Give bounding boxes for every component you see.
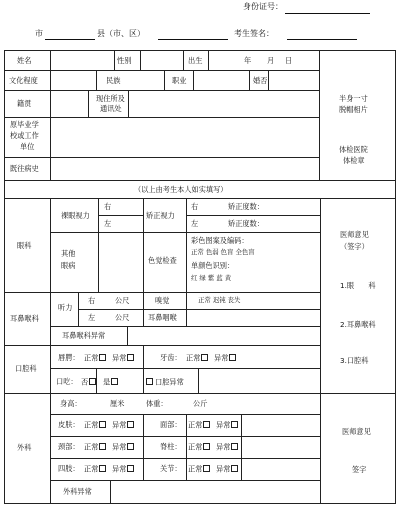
county-label: 县（市、区） xyxy=(97,29,145,38)
teeth-abnormal-checkbox[interactable] xyxy=(229,354,236,361)
limbs-abnormal-option[interactable]: 异常 xyxy=(112,465,134,473)
face-label: 面部： xyxy=(160,420,182,429)
skin-normal-checkbox[interactable] xyxy=(99,421,106,428)
weight-unit: 公斤 xyxy=(193,399,208,408)
limbs-normal-checkbox[interactable] xyxy=(99,465,106,472)
oral-abnormal-checkbox[interactable] xyxy=(146,378,153,385)
face-abnormal-option[interactable]: 异常 xyxy=(216,421,238,429)
stutter-no-checkbox[interactable] xyxy=(89,378,96,385)
limbs-normal-option[interactable]: 正常 xyxy=(84,465,106,473)
lips-normal-option[interactable]: 正常 xyxy=(84,354,106,362)
opinion-item-ent: 2.耳鼻喉科 xyxy=(340,320,376,329)
smell-options[interactable]: 正常 迟钝 丧失 xyxy=(198,296,241,304)
education-label: 文化程度 xyxy=(9,76,38,85)
corrected-left-degree-label: 矫正度数： xyxy=(228,219,264,228)
stutter-no-option[interactable]: 否 xyxy=(81,378,96,386)
self-fill-note: （以上由考生本人如实填写） xyxy=(134,185,228,194)
name-label: 姓名 xyxy=(17,56,32,65)
school-label: 原毕业学 xyxy=(10,120,39,129)
hearing-right-label: 右 xyxy=(88,296,96,305)
single-color-label: 单颜色识别： xyxy=(191,261,235,270)
school-label-3: 单位 xyxy=(20,142,35,151)
joints-abnormal-option[interactable]: 异常 xyxy=(216,465,238,473)
id-number-label: 身份证号： xyxy=(243,2,283,11)
corrected-right-label: 右 xyxy=(191,202,199,211)
marital-label: 婚否 xyxy=(253,76,268,85)
corrected-vision-label: 矫正视力 xyxy=(146,211,175,220)
naked-left-label: 左 xyxy=(104,219,112,228)
joints-abnormal-checkbox[interactable] xyxy=(231,465,238,472)
skin-abnormal-checkbox[interactable] xyxy=(127,421,134,428)
spine-label: 脊柱： xyxy=(160,442,182,451)
neck-label: 颈部： xyxy=(58,442,80,451)
birth-label: 出生 xyxy=(188,56,203,65)
face-abnormal-checkbox[interactable] xyxy=(231,421,238,428)
hearing-label: 听力 xyxy=(58,303,73,312)
neck-normal-checkbox[interactable] xyxy=(99,443,106,450)
ent-section-label: 耳鼻喉科 xyxy=(10,314,39,323)
school-label-2: 校或工作 xyxy=(10,131,39,140)
limbs-abnormal-checkbox[interactable] xyxy=(127,465,134,472)
photo-label-2: 脱帽相片 xyxy=(339,105,368,114)
stamp-label-2: 体检章 xyxy=(343,156,365,165)
birth-month-label: 月 xyxy=(267,56,275,65)
id-number-field[interactable] xyxy=(285,13,370,14)
lips-palate-label: 唇腭： xyxy=(58,353,80,362)
single-color-options[interactable]: 红 绿 紫 蓝 黄 xyxy=(191,274,232,282)
smell-label: 嗅觉 xyxy=(155,296,170,305)
hearing-left-label: 左 xyxy=(88,313,96,322)
spine-abnormal-checkbox[interactable] xyxy=(231,443,238,450)
gender-label: 性别 xyxy=(117,56,132,65)
neck-normal-option[interactable]: 正常 xyxy=(84,443,106,451)
surgery-doctor-sign-label: 签字 xyxy=(352,465,367,474)
ethnicity-label: 民族 xyxy=(106,76,121,85)
naked-vision-label: 裸眼视力 xyxy=(61,211,90,220)
skin-abnormal-option[interactable]: 异常 xyxy=(112,421,134,429)
corrected-left-label: 左 xyxy=(191,219,199,228)
native-place-label: 籍贯 xyxy=(17,99,32,108)
address-label-2: 通讯处 xyxy=(100,104,122,113)
hearing-left-unit: 公尺 xyxy=(115,313,130,322)
color-pattern-label: 彩色图案及编码： xyxy=(191,236,249,245)
skin-normal-option[interactable]: 正常 xyxy=(84,421,106,429)
oral-abnormal-option[interactable]: 口腔异常 xyxy=(146,378,184,386)
city-field[interactable] xyxy=(45,39,95,40)
surgery-abnormal-label: 外科异常 xyxy=(63,487,92,496)
doctor-opinion-label: 医师意见 xyxy=(340,230,369,239)
teeth-normal-option[interactable]: 正常 xyxy=(186,354,208,362)
stutter-yes-checkbox[interactable] xyxy=(111,378,118,385)
face-normal-checkbox[interactable] xyxy=(203,421,210,428)
sign-field[interactable] xyxy=(287,39,357,40)
oral-section-label: 口腔科 xyxy=(15,364,37,373)
limbs-label: 四肢： xyxy=(58,464,80,473)
photo-label: 半身一寸 xyxy=(339,94,368,103)
teeth-abnormal-option[interactable]: 异常 xyxy=(214,354,236,362)
stutter-yes-option[interactable]: 是 xyxy=(103,378,118,386)
surgery-doctor-opinion-label: 医师意见 xyxy=(342,427,371,436)
opinion-item-oral: 3.口腔科 xyxy=(340,356,369,365)
corrected-right-degree-label: 矫正度数： xyxy=(228,202,264,211)
hearing-right-unit: 公尺 xyxy=(115,296,130,305)
lips-normal-checkbox[interactable] xyxy=(99,354,106,361)
spine-normal-option[interactable]: 正常 xyxy=(188,443,210,451)
doctor-sign-label: （签字） xyxy=(340,242,369,251)
neck-abnormal-option[interactable]: 异常 xyxy=(112,443,134,451)
sign-label: 考生签名： xyxy=(234,29,274,38)
color-check-label: 色觉检查 xyxy=(148,256,177,265)
county-field[interactable] xyxy=(158,39,228,40)
height-label: 身高： xyxy=(60,399,82,408)
height-unit: 厘米 xyxy=(110,399,125,408)
birth-day-label: 日 xyxy=(285,56,293,65)
spine-abnormal-option[interactable]: 异常 xyxy=(216,443,238,451)
nose-throat-label: 耳鼻咽喉 xyxy=(148,313,177,322)
medical-history-label: 既往病史 xyxy=(10,164,39,173)
face-normal-option[interactable]: 正常 xyxy=(188,421,210,429)
other-eye-disease-label: 其他 xyxy=(61,249,76,258)
lips-abnormal-option[interactable]: 异常 xyxy=(112,354,134,362)
birth-year-label: 年 xyxy=(244,56,252,65)
city-label: 市 xyxy=(35,29,43,38)
joints-label: 关节： xyxy=(160,464,182,473)
joints-normal-option[interactable]: 正常 xyxy=(188,465,210,473)
neck-abnormal-checkbox[interactable] xyxy=(127,443,134,450)
lips-abnormal-checkbox[interactable] xyxy=(127,354,134,361)
naked-right-label: 右 xyxy=(104,202,112,211)
stutter-label: 口吃： xyxy=(56,377,78,386)
skin-label: 皮肤： xyxy=(58,420,80,429)
surgery-section-label: 外科 xyxy=(17,443,32,452)
color-pattern-options[interactable]: 正常 色弱 色盲 全色盲 xyxy=(191,248,255,256)
teeth-normal-checkbox[interactable] xyxy=(201,354,208,361)
other-eye-disease-label-2: 眼病 xyxy=(61,261,76,270)
address-label: 现住所及 xyxy=(96,94,125,103)
eye-section-label: 眼科 xyxy=(17,241,32,250)
teeth-label: 牙齿： xyxy=(160,353,182,362)
stamp-label: 体检医院 xyxy=(339,145,368,154)
weight-label: 体重： xyxy=(146,399,168,408)
joints-normal-checkbox[interactable] xyxy=(203,465,210,472)
ent-abnormal-label: 耳鼻喉科异常 xyxy=(62,331,106,340)
opinion-item-eye: 1.眼 科 xyxy=(340,281,376,290)
occupation-label: 职业 xyxy=(172,76,187,85)
spine-normal-checkbox[interactable] xyxy=(203,443,210,450)
